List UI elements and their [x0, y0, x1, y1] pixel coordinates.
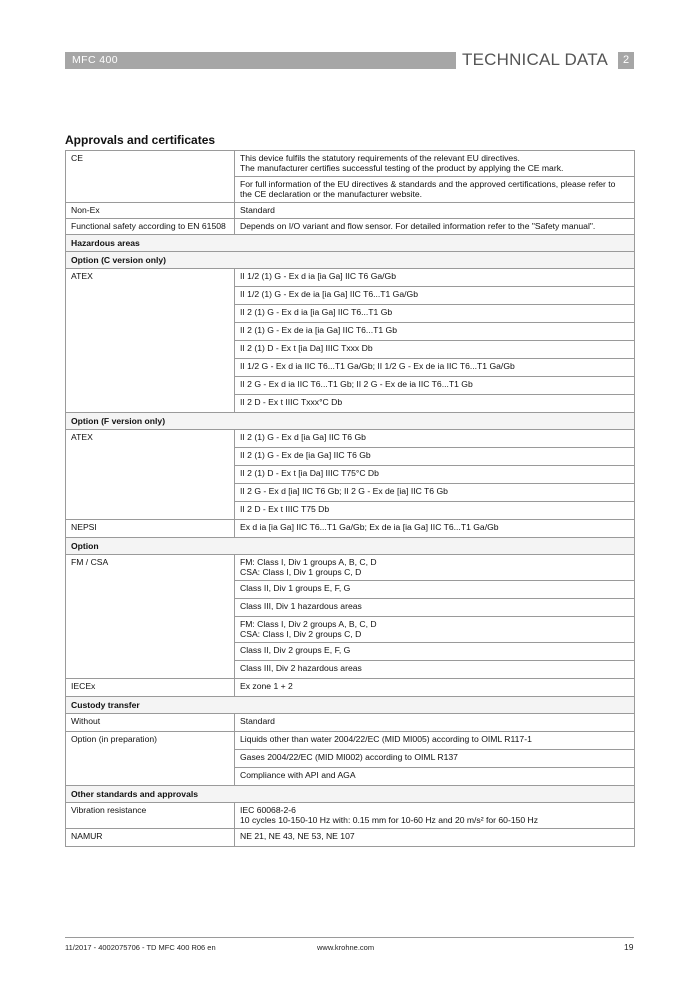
footer-doc-reference: 11/2017 - 4002075706 - TD MFC 400 R06 en [65, 943, 216, 952]
group-header: Custody transfer [66, 697, 635, 714]
row-value: FM: Class I, Div 1 groups A, B, C, D CSA: Class I, Div 1 groups C, D [235, 555, 635, 581]
table-row [66, 219, 635, 235]
row-value: II 2 G - Ex d [ia] IIC T6 Gb; II 2 G - Ex de [ia] IIC T6 Gb [235, 484, 635, 502]
row-label: CE [66, 151, 235, 203]
group-header-row [66, 235, 635, 252]
row-value: NE 21, NE 43, NE 53, NE 107 [235, 829, 635, 847]
group-header: Hazardous areas [66, 235, 635, 252]
row-value: Depends on I/O variant and flow sensor. For detailed information refer to the "Safety manual". [235, 219, 635, 235]
table-row [66, 203, 635, 219]
chapter-number: 2 [618, 52, 634, 69]
row-value: II 2 (1) G - Ex d ia [ia Ga] IIC T6...T1 Gb [235, 305, 635, 323]
row-label: IECEx [66, 679, 235, 697]
row-value: Class II, Div 2 groups E, F, G [235, 643, 635, 661]
table-row [66, 430, 635, 448]
table-row [66, 520, 635, 538]
row-value: Ex zone 1 + 2 [235, 679, 635, 697]
row-value: II 2 (1) D - Ex t [ia Da] IIIC T75°C Db [235, 466, 635, 484]
group-header-row [66, 697, 635, 714]
row-label: NAMUR [66, 829, 235, 847]
table-row [66, 151, 635, 177]
row-value: II 2 (1) D - Ex t [ia Da] IIIC Txxx Db [235, 341, 635, 359]
footer-website-link[interactable]: www.krohne.com [317, 943, 375, 952]
row-label: Vibration resistance [66, 803, 235, 829]
footer-rule [65, 937, 634, 938]
row-value: Class III, Div 2 hazardous areas [235, 661, 635, 679]
row-value: Gases 2004/22/EC (MID MI002) according to OIML R137 [235, 750, 635, 768]
row-value: II 2 (1) G - Ex de ia [ia Ga] IIC T6...T1 Gb [235, 323, 635, 341]
row-value: For full information of the EU directives & standards and the approved certifications, please refer to the CE declaration or the manufacturer website. [235, 177, 635, 203]
table-row [66, 679, 635, 697]
row-value: Standard [235, 714, 635, 732]
group-header: Option (F version only) [66, 413, 635, 430]
row-value: II 1/2 (1) G - Ex d ia [ia Ga] IIC T6 Ga/Gb [235, 269, 635, 287]
row-value: IEC 60068-2-6 10 cycles 10-150-10 Hz with: 0.15 mm for 10-60 Hz and 20 m/s² for 60-150 Hz [235, 803, 635, 829]
row-value: Liquids other than water 2004/22/EC (MID MI005) according to OIML R117-1 [235, 732, 635, 750]
row-value: II 1/2 G - Ex d ia IIC T6...T1 Ga/Gb; II 1/2 G - Ex de ia IIC T6...T1 Ga/Gb [235, 359, 635, 377]
row-value: II 2 D - Ex t IIIC T75 Db [235, 502, 635, 520]
table-row [66, 714, 635, 732]
row-label: Functional safety according to EN 61508 [66, 219, 235, 235]
table-row [66, 269, 635, 287]
row-value: Ex d ia [ia Ga] IIC T6...T1 Ga/Gb; Ex de ia [ia Ga] IIC T6...T1 Ga/Gb [235, 520, 635, 538]
section-title: Approvals and certificates [65, 133, 216, 147]
table-row [66, 732, 635, 750]
row-value: Standard [235, 203, 635, 219]
approvals-table [65, 150, 635, 847]
group-header: Other standards and approvals [66, 786, 635, 803]
header-section-title: TECHNICAL DATA [456, 50, 612, 70]
row-value: II 2 D - Ex t IIIC Txxx°C Db [235, 395, 635, 413]
table-row [66, 803, 635, 829]
row-value: II 2 (1) G - Ex d [ia Ga] IIC T6 Gb [235, 430, 635, 448]
group-header-row [66, 786, 635, 803]
row-value: This device fulfils the statutory requirements of the relevant EU directives. The manufacturer certifies successful testing of the product by applying the CE mark. [235, 151, 635, 177]
row-value: FM: Class I, Div 2 groups A, B, C, D CSA: Class I, Div 2 groups C, D [235, 617, 635, 643]
row-value: II 1/2 (1) G - Ex de ia [ia Ga] IIC T6...T1 Ga/Gb [235, 287, 635, 305]
row-label: ATEX [66, 430, 235, 520]
row-value: Class II, Div 1 groups E, F, G [235, 581, 635, 599]
row-label: Non-Ex [66, 203, 235, 219]
row-label: NEPSI [66, 520, 235, 538]
page-number: 19 [624, 942, 634, 952]
row-value: II 2 G - Ex d ia IIC T6...T1 Gb; II 2 G - Ex de ia IIC T6...T1 Gb [235, 377, 635, 395]
group-header-row [66, 413, 635, 430]
row-value: Class III, Div 1 hazardous areas [235, 599, 635, 617]
row-value: II 2 (1) G - Ex de [ia Ga] IIC T6 Gb [235, 448, 635, 466]
row-value: Compliance with API and AGA [235, 768, 635, 786]
group-header-row [66, 252, 635, 269]
group-header: Option (C version only) [66, 252, 635, 269]
table-row [66, 555, 635, 581]
table-row [66, 829, 635, 847]
row-label: Option (in preparation) [66, 732, 235, 786]
row-label: Without [66, 714, 235, 732]
header-doc-title: MFC 400 [72, 54, 118, 66]
group-header-row [66, 538, 635, 555]
row-label: FM / CSA [66, 555, 235, 679]
row-label: ATEX [66, 269, 235, 413]
group-header: Option [66, 538, 635, 555]
